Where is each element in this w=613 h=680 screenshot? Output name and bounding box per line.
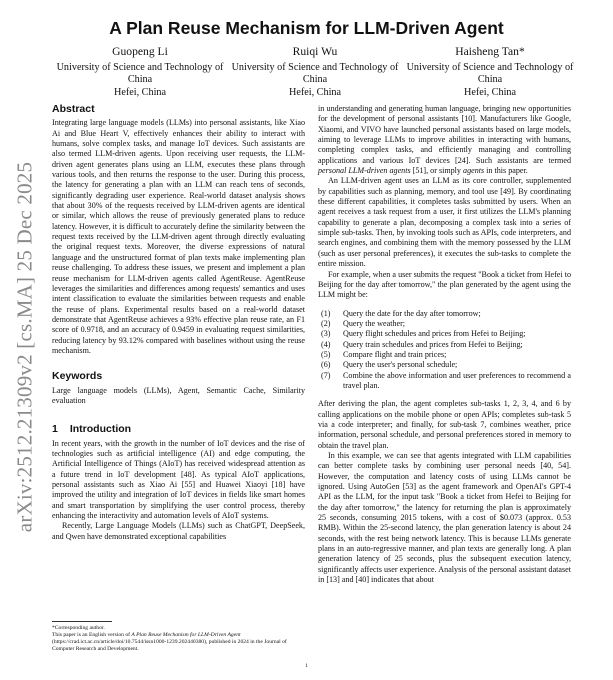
author-location: Hefei, China xyxy=(288,86,342,98)
introduction-section xyxy=(52,424,305,542)
plan-step: (1) Query the date for the day after tomorrow; xyxy=(321,308,481,318)
keywords-text: Large language models (LLMs), Agent, Semantic Cache, Similarity evaluation xyxy=(52,385,305,405)
left-column xyxy=(52,104,305,542)
author-location: Hefei, China xyxy=(463,86,517,98)
author-affiliation: University of Science and Technology of China xyxy=(56,61,224,85)
abstract-heading: Abstract xyxy=(52,103,95,115)
agent-paragraph: An LLM-driven agent uses an LLM as its core controller, supplemented by capabilities such as planning, memory, and tool use [49]. By coordinating these different capabilities, it completes tasks submitted by users. When an agent receives a task request from a user, it first utilizes the LLM's planning capability to generate a plan, decomposing a complex task into a series of simple sub-tasks. Then, by invoking tools such as APIs, code interpreters, and search engines, and combining them with the memory possessed by the LLM (such as user personal preferences), it executes the sub-tasks to complete the entire mission. xyxy=(318,176,571,269)
author-location: Hefei, China xyxy=(113,86,167,98)
intro-paragraph-2-continued: in understanding and generating human language, bringing new opportunities for the development of personal assistants [10]. Manufacturers like Google, Xiaomi, and VIVO have launched personal assistants based on large models, aiming to leverage LLMs to improve abilities in interacting with humans, completing complex tasks, and efficiently managing and controlling applications and various IoT devices [24]. Such assistants are termed personal LLM-driven agents [51], or simply agents in this paper. xyxy=(318,104,571,176)
footnote-version-note: This paper is an English version of A Plan Reuse Mechanism for LLM-Driven Agent (https://crad.ict.ac.cn/article/doi/10.7544/issn1000-1239.202440380), published in 2024 in the Journal of Computer Research and Development. xyxy=(52,632,287,652)
author-name: Ruiqi Wu xyxy=(292,45,338,58)
author-2 xyxy=(230,46,400,99)
footnote-rule xyxy=(52,621,112,622)
right-column xyxy=(318,104,571,585)
author-block xyxy=(55,46,575,99)
arxiv-identifier-stamp xyxy=(10,161,40,533)
intro-paragraph-1: In recent years, with the growth in the number of IoT devices and the rise of technologies such as artificial intelligence (AI) and edge computing, the Artificial Intelligence of Things (AIoT) has received widespread attention as a future trend in IoT development [48]. As typical AIoT applications, personal assistants such as Xiao Ai [55] and Huawei Xiaoyi [18] have improved the utility and integration of IoT devices in fields like smart homes and smart transportation by simplifying the user control process, thereby enhancing the interactivity and automation levels of AIoT systems. xyxy=(52,438,305,521)
footnote-corresponding: *Corresponding author. xyxy=(52,625,105,631)
section-number: 1 xyxy=(52,423,58,436)
intro-paragraph-2: Recently, Large Language Models (LLMs) such as ChatGPT, DeepSeek, and Qwen have demonstrated exceptional capabilities xyxy=(52,521,305,541)
plan-step-list xyxy=(318,309,571,392)
author-1 xyxy=(55,46,225,99)
plan-step: (2) Query the weather; xyxy=(321,318,406,328)
arxiv-identifier-text: arXiv:2512.21309v2 [cs.MA] 25 Dec 2025 xyxy=(12,161,37,533)
introduction-heading xyxy=(52,424,305,434)
example-paragraph: For example, when a user submits the request "Book a ticket from Hefei to Beijing for the day after tomorrow," the plan generated by the agent using the LLM might be: xyxy=(318,269,571,300)
plan-step: (4) Query train schedules and prices from Hefei to Beijing; xyxy=(321,339,523,349)
author-affiliation: University of Science and Technology of China xyxy=(406,61,574,85)
author-name: Guopeng Li xyxy=(112,45,168,58)
author-affiliation: University of Science and Technology of China xyxy=(231,61,399,85)
paper-title: A Plan Reuse Mechanism for LLM-Driven Agent xyxy=(109,18,504,38)
author-3 xyxy=(405,46,575,99)
keywords-section xyxy=(52,371,305,406)
plan-step: (7) Combine the above information and user preferences to recommend a travel plan. xyxy=(321,370,571,390)
after-plan-paragraph: After deriving the plan, the agent completes sub-tasks 1, 2, 3, 4, and 6 by calling applications on the mobile phone or open APIs; completes sub-task 5 via a code interpreter; and finally, for sub-task 7, combines weather, price information, personal schedule, and personal preferences stored in memory to obtain the travel plan. xyxy=(318,399,571,450)
section-title: Introduction xyxy=(69,423,132,436)
latency-paragraph: In this example, we can see that agents integrated with LLM capabilities can better complete tasks by combining user personal needs [40, 54]. However, the computation and latency costs of using LLMs cannot be ignored. Using AutoGen [53] as the agent framework and OpenAI's GPT-4 API as the LLM, for the input task "Book a ticket from Hefei to Beijing for the day after tomorrow," the latency for returning the plan is approximately 25 seconds, consuming 2015 tokens, with a cost of $0.073 (approx. 0.53 RMB). Within the 25-second latency, the plan generation latency is about 24 seconds, with the rest being network latency. This is because LLMs generate plans in an auto-regressive manner, and plan texts are generally long. A plan generation latency of 25 seconds, plus the subsequent execution latency, significantly affects user experience. Analysis of the personal assistant dataset in [13] and [40] indicates that about xyxy=(318,451,571,585)
footnote xyxy=(52,621,305,653)
abstract-text: Integrating large language models (LLMs) into personal assistants, like Xiao Ai and Blue Heart V, effectively enhances their ability to interact with humans, solve complex tasks, and manage IoT devices. Such assistants are also termed LLM-driven agents. Upon receiving user requests, the LLM-driven agent generates plans using an LLM, executes these plans through various tools, and then returns the response to the user. During this process, the latency for generating a plan with an LLM can reach tens of seconds, significantly degrading user experience. Real-world dataset analysis shows that about 30% of the requests received by LLM-driven agents are identical or similar, which allows the reuse of previously generated plans to reduce latency. However, it is difficult to accurately define the similarity between the request texts received by the LLM-driven agent through directly evaluating the original request texts. Moreover, the diverse expressions of natural language and the unstructured format of plan texts make implementing plan reuse challenging. To address these issues, we present and implement a plan reuse mechanism for LLM-driven agents called AgentReuse. AgentReuse leverages the similarities and differences among requests' semantics and uses intent classification to evaluate the similarities between requests and enable the reuse of plans. Experimental results based on a real-world dataset demonstrate that AgentReuse achieves a 93% effective plan reuse rate, an F1 score of 0.9718, and an accuracy of 0.9459 in evaluating request similarities, reducing latency by 93.12% compared with baselines without using the reuse mechanism. xyxy=(52,118,305,355)
keywords-heading: Keywords xyxy=(52,370,103,383)
plan-step: (6) Query the user's personal schedule; xyxy=(321,360,458,370)
author-name: Haisheng Tan* xyxy=(455,45,525,58)
plan-step: (3) Query flight schedules and prices from Hefei to Beijing; xyxy=(321,329,526,339)
page-number: 1 xyxy=(305,663,308,669)
plan-step: (5) Compare flight and train prices; xyxy=(321,349,447,359)
